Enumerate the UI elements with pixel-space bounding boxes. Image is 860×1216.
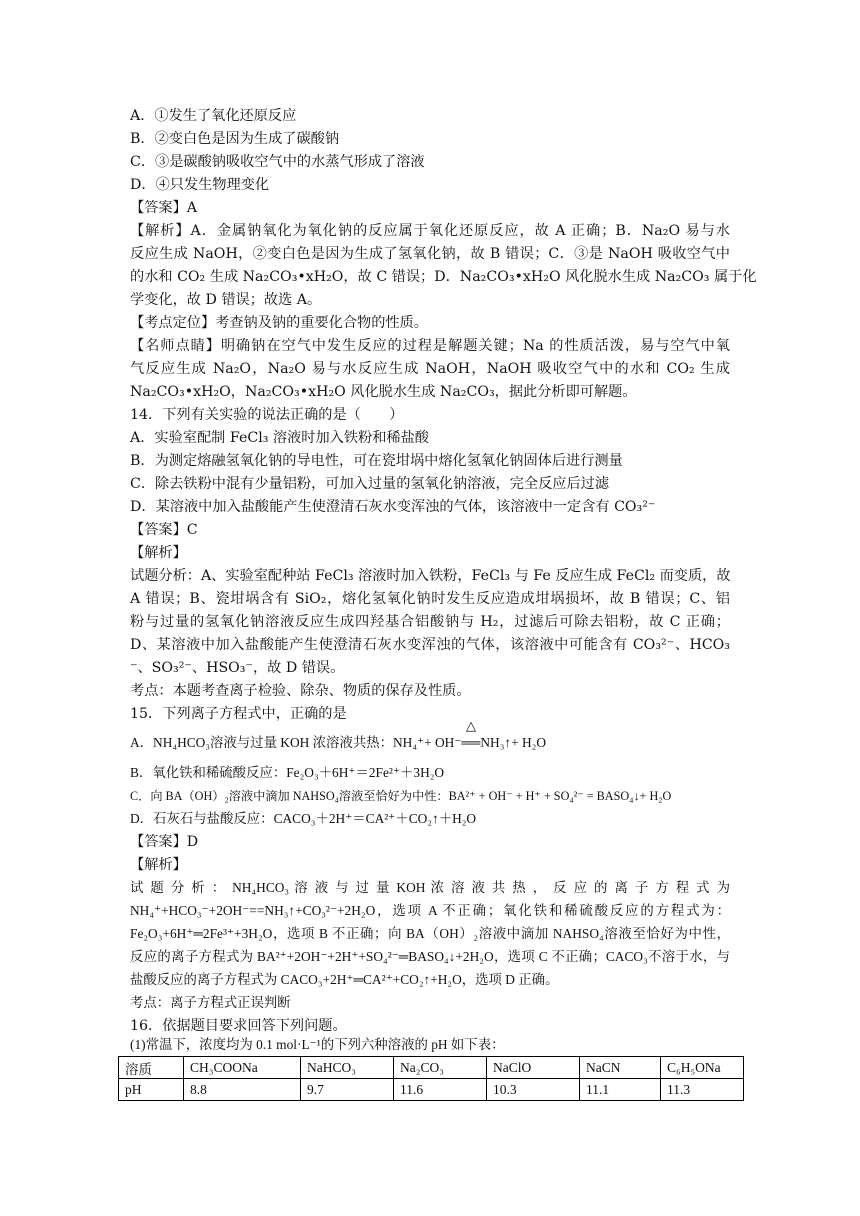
table-row [119,1079,744,1101]
table-cell: 11.1 [580,1079,661,1101]
sub-question-1: (1)常温下，浓度均为 0.1 mol·L⁻¹的下列六种溶液的 pH 如下表： [130,1037,505,1052]
option-a-line: A．①发生了氧化还原反应 [130,108,297,124]
table-cell: Na₂CO₃ [394,1057,487,1079]
option-c-line: C．③是碳酸钠吸收空气中的水蒸气形成了溶液 [130,154,425,170]
kaodian-line: 考点：本题考查离子检验、除杂、物质的保存及性质。 [130,683,471,699]
kaodian-line: 考点：离子方程式正误判断 [130,995,291,1010]
question-14-title: 14．下列有关实验的说法正确的是（ ） [130,407,404,423]
analysis-line: 盐酸反应的离子方程式为 CACO₃+2H⁺═CA²⁺+CO₂↑+H₂O，选项 D 正确。 [130,972,559,987]
option-c-line: C．除去铁粉中混有少量铝粉，可加入过量的氢氧化钠溶液，完全反应后过滤 [130,476,610,492]
analysis-heading: 【解析】 [130,857,187,873]
answer-line: 【答案】A [130,200,197,216]
analysis-line: 的水和 CO₂ 生成 Na₂CO₃•xH₂O，故 C 错误；D．Na₂CO₃•xH₂O 风化脱水生成 Na₂CO₃ 属于化 [130,269,757,285]
heat-triangle-icon: △ [466,719,476,734]
question-16-title: 16．依据题目要求回答下列问题。 [130,1018,347,1034]
option-c-line: C．向 BA（OH）₂溶液中滴加 NAHSO₄溶液至恰好为中性：BA²⁺ + OH⁻ + H⁺ + SO₄²⁻ = BASO₄↓+ H₂O [130,789,672,803]
table-cell: 8.8 [184,1079,301,1101]
table-cell: CH₃COONa [184,1057,301,1079]
option-b-line: B．氧化铁和稀硫酸反应：Fe₂O₃＋6H⁺＝2Fe²⁺＋3H₂O [130,765,445,780]
option-d-line: D．石灰石与盐酸反应：CACO₃＋2H⁺＝CA²⁺＋CO₂↑＋H₂O [130,811,477,826]
table-cell: 溶质 [119,1057,184,1079]
option-d-line: D．④只发生物理变化 [130,177,270,193]
analysis-line: 反应的离子方程式为 BA²⁺+2OH⁻+2H⁺+SO₄²⁻═BASO₄↓+2H₂O，选项 C 不正确；CACO₃不溶于水，与 [130,949,730,964]
ph-table [118,1056,744,1101]
option-b-line: B．为测定熔融氢氧化钠的导电性，可在瓷坩埚中熔化氢氧化钠固体后进行测量 [130,453,623,469]
analysis-line: ⁻、SO₃²⁻、HSO₃⁻，故 D 错误。 [130,660,345,676]
table-cell: NaHCO₃ [301,1057,394,1079]
option-a-line: A．实验室配制 FeCl₃ 溶液时加入铁粉和稀盐酸 [130,430,429,446]
analysis-line: A 错误；B、瓷坩埚含有 SiO₂，熔化氢氧化钠时发生反应造成坩埚损坏，故 B 错误；C、铝 [130,591,730,607]
analysis-line: 试 题 分 析 ： NH₄HCO₃ 溶 液 与 过 量 KOH 浓 溶 液 共 热 ， 反 应 的 离 子 方 程 式 为 [130,880,730,895]
mingshi-line: 【名师点睛】明确钠在空气中发生反应的过程是解题关键；Na 的性质活泼，易与空气中氧 [130,338,730,354]
analysis-line: Fe₂O₃+6H⁺═2Fe³⁺+3H₂O，选项 B 不正确；向 BA（OH）₂溶液中滴加 NAHSO₄溶液至恰好为中性， [130,926,730,941]
analysis-line: 【解析】A．金属钠氧化为氧化钠的反应属于氧化还原反应，故 A 正确；B．Na₂O 易与水 [130,223,730,239]
answer-line: 【答案】C [130,522,198,538]
table-cell: 9.7 [301,1079,394,1101]
table-cell: 11.3 [661,1079,744,1101]
table-header-row [119,1057,744,1079]
analysis-line: NH₄⁺+HCO₃⁻+2OH⁻==NH₃↑+CO₃²⁻+2H₂O，选项 A 不正确；氧化铁和稀硫酸反应的方程式为： [130,903,730,918]
kaodian-line: 【考点定位】考查钠及钠的重要化合物的性质。 [130,315,428,331]
option-a-line: A．NH₄HCO₃溶液与过量 KOH 浓溶液共热：NH₄⁺+ OH⁻══NH₃↑+ H₂O [130,735,546,750]
table-cell: 11.6 [394,1079,487,1101]
answer-line: 【答案】D [130,834,199,850]
analysis-heading: 【解析】 [130,545,187,561]
analysis-line: 试题分析：A、实验室配种站 FeCl₃ 溶液时加入铁粉，FeCl₃ 与 Fe 反应生成 FeCl₂ 而变质，故 [130,568,731,584]
question-15-title: 15．下列离子方程式中，正确的是 [130,706,347,722]
analysis-line: D、某溶液中加入盐酸能产生使澄清石灰水变浑浊的气体，该溶液中可能含有 CO₃²⁻、HCO₃ [130,637,730,653]
mingshi-line: Na₂CO₃•xH₂O，Na₂CO₃•xH₂O 风化脱水生成 Na₂CO₃，据此分析即可解题。 [130,384,637,400]
analysis-line: 粉与过量的氢氧化钠溶液反应生成四羟基合铝酸钠与 H₂，过滤后可除去铝粉，故 C 正确； [130,614,730,630]
table-cell: C₆H₅ONa [661,1057,744,1079]
analysis-line: 学变化，故 D 错误；故选 A。 [130,292,322,308]
analysis-line: 反应生成 NaOH，②变白色是因为生成了氢氧化钠，故 B 错误；C．③是 NaOH 吸收空气中 [130,246,730,262]
mingshi-line: 气反应生成 Na₂O，Na₂O 易与水反应生成 NaOH，NaOH 吸收空气中的水和 CO₂ 生成 [130,361,730,377]
table-cell: NaClO [487,1057,580,1079]
option-d-line: D．某溶液中加入盐酸能产生使澄清石灰水变浑浊的气体，该溶液中一定含有 CO₃²⁻ [130,499,656,515]
table-cell: NaCN [580,1057,661,1079]
option-b-line: B．②变白色是因为生成了碳酸钠 [130,131,340,147]
table-cell: pH [119,1079,184,1101]
table-cell: 10.3 [487,1079,580,1101]
